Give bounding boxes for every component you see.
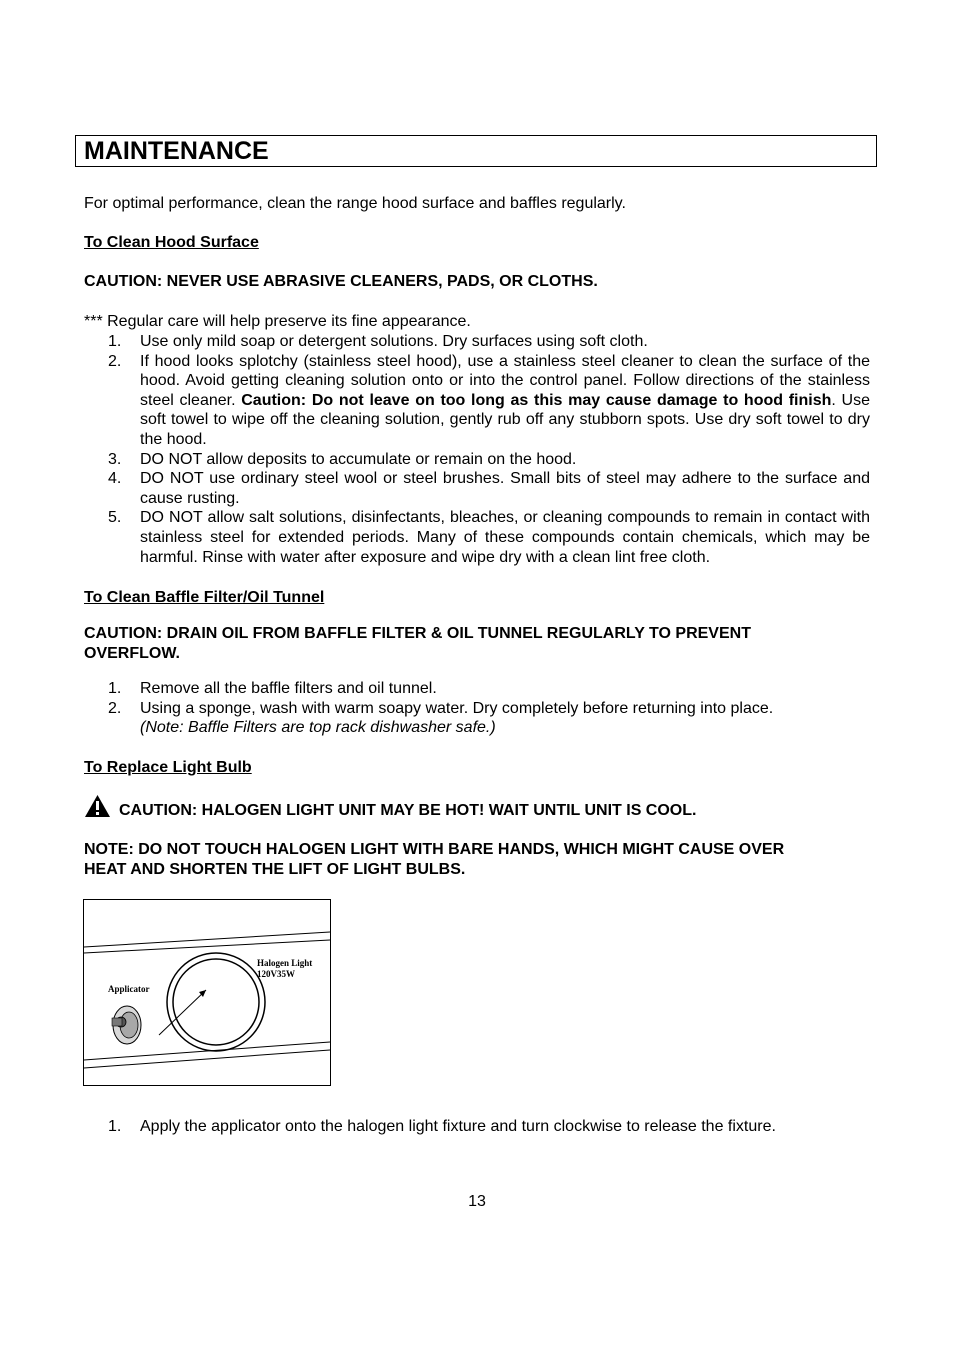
halogen-ring-inner — [173, 959, 259, 1045]
list-item: 5. DO NOT allow salt solutions, disinfectants, bleaches, or cleaning compounds to remain in contact with stainless steel for extended periods. Many of these compounds contain chemicals, which may be harmful. Rinse with water after exposure and wipe dry with a clean lint free cloth. — [108, 509, 870, 566]
list-item: 4. DO NOT use ordinary steel wool or steel brushes. Small bits of steel may adhere to the surface and cause rusting. — [108, 470, 870, 507]
hood-surface-caution: CAUTION: NEVER USE ABRASIVE CLEANERS, PADS, OR CLOTHS. — [84, 273, 598, 290]
bulb-caution: CAUTION: HALOGEN LIGHT UNIT MAY BE HOT! WAIT UNTIL UNIT IS COOL. — [119, 802, 697, 819]
intro-text: For optimal performance, clean the range hood surface and baffles regularly. — [84, 195, 626, 212]
list-item: 3. DO NOT allow deposits to accumulate or remain on the hood. — [108, 450, 577, 468]
hood-surface-note: *** Regular care will help preserve its fine appearance. — [84, 313, 471, 330]
baffle-list — [108, 679, 870, 738]
hood-surface-list — [108, 332, 870, 567]
page-title: MAINTENANCE — [84, 137, 269, 165]
hood-surface-heading: To Clean Hood Surface — [84, 234, 259, 251]
bulb-heading: To Replace Light Bulb — [84, 759, 252, 776]
baffle-caution-line1: CAUTION: DRAIN OIL FROM BAFFLE FILTER & OIL TUNNEL REGULARLY TO PREVENT — [84, 625, 751, 642]
dishwasher-note: (Note: Baffle Filters are top rack dishwasher safe.) — [140, 719, 496, 737]
halogen-figure — [83, 899, 331, 1086]
halogen-label: Halogen Light — [257, 958, 313, 968]
halogen-diagram — [84, 900, 330, 1085]
applicator-icon — [112, 1006, 141, 1044]
applicator-label: Applicator — [108, 984, 150, 994]
warning-icon — [84, 794, 111, 818]
bulb-note-line2: HEAT AND SHORTEN THE LIFT OF LIGHT BULBS. — [84, 861, 466, 878]
page-number: 13 — [468, 1193, 486, 1210]
halogen-spec-label: 120V35W — [257, 969, 295, 979]
list-item: 2. If hood looks splotchy (stainless steel hood), use a stainless steel cleaner to clean the surface of the hood. Avoid getting cleaning solution onto or into the control panel. Follow directions of the stainless steel cleaner. Caution: Do not leave on too long as this may cause damage to hood finish. Use soft towel to wipe off the cleaning solution, gently rub off any stubborn spots. Use dry soft towel to dry the hood. — [108, 352, 871, 448]
list-item: 1. Use only mild soap or detergent solutions. Dry surfaces using soft cloth. — [108, 333, 648, 350]
bulb-note-line1: NOTE: DO NOT TOUCH HALOGEN LIGHT WITH BARE HANDS, WHICH MIGHT CAUSE OVER — [84, 841, 785, 858]
list-item: 2. Using a sponge, wash with warm soapy water. Dry completely before returning into place. (Note: Baffle Filters are top rack dishwasher safe.) — [108, 699, 774, 737]
halogen-ring-outer — [167, 953, 265, 1051]
damage-caution: Caution: Do not leave on too long as this may cause damage to hood finish — [241, 391, 832, 409]
bulb-list — [108, 1117, 870, 1137]
baffle-heading: To Clean Baffle Filter/Oil Tunnel — [84, 589, 325, 606]
baffle-caution-line2: OVERFLOW. — [84, 645, 180, 662]
list-item: 1. Apply the applicator onto the halogen light fixture and turn clockwise to release the fixture. — [108, 1118, 776, 1135]
list-item: 1. Remove all the baffle filters and oil tunnel. — [108, 680, 437, 697]
